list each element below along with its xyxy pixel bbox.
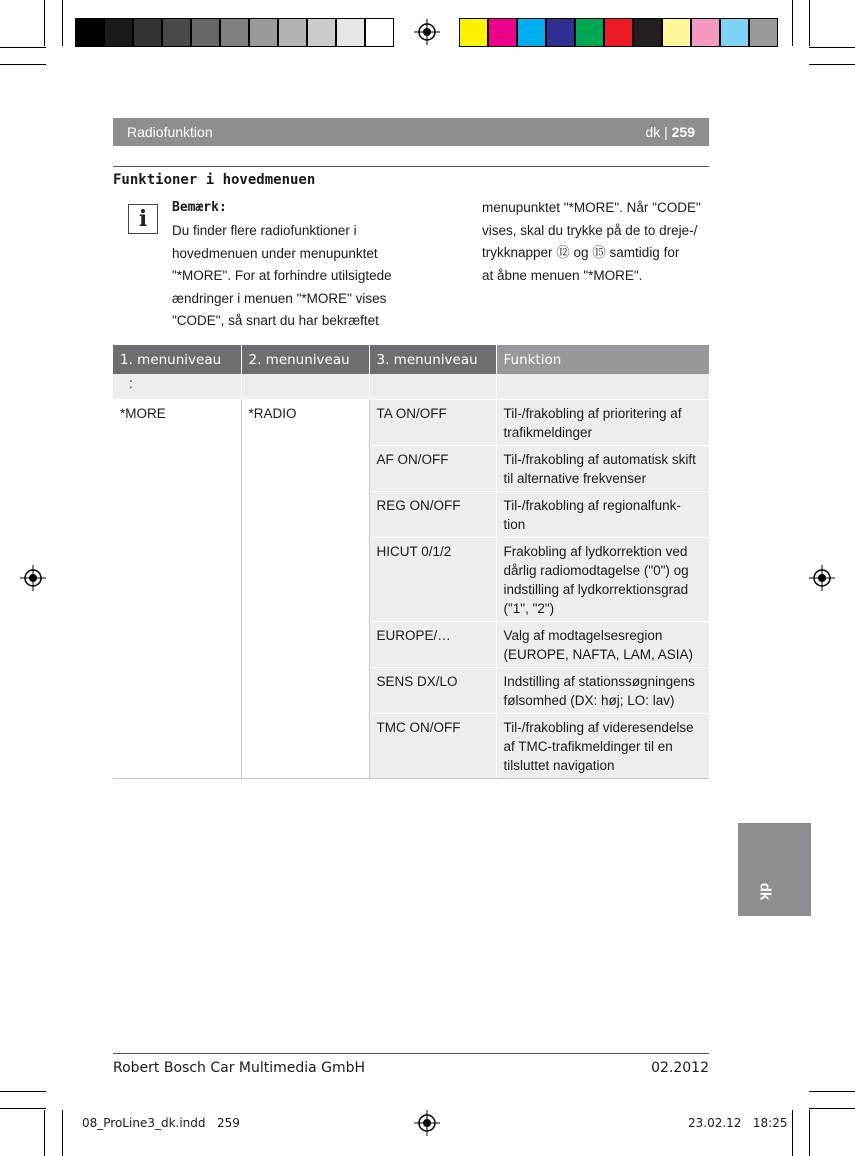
- note-line: hovedmenuen under menupunktet: [172, 245, 378, 261]
- color-swatch: [633, 18, 662, 47]
- color-swatch: [75, 18, 104, 47]
- color-swatch: [691, 18, 720, 47]
- info-icon: i: [128, 204, 158, 234]
- color-swatch: [307, 18, 336, 47]
- table-row: [113, 400, 709, 446]
- color-swatch: [720, 18, 749, 47]
- table-row: [113, 374, 709, 400]
- section-title: Radiofunktion: [127, 124, 213, 140]
- note-line: "*MORE". For at forhindre utilsigtede: [172, 268, 392, 283]
- color-swatch: [517, 18, 546, 47]
- color-swatch: [546, 18, 575, 47]
- footer-date: 02.2012: [651, 1060, 709, 1076]
- note-line: trykknapper ⑫ og ⑮ samtidig for: [482, 245, 680, 260]
- table-header-row: [113, 345, 709, 374]
- cell-function: Til-/frakobling af automatisk skift til alternative frekvenser: [496, 446, 709, 492]
- registration-mark-icon: [809, 565, 835, 591]
- cell-level2: *RADIO: [241, 400, 369, 779]
- note-line: Du finder flere radiofunktioner i: [172, 223, 357, 238]
- color-swatch: [220, 18, 249, 47]
- cell-function: Til-/frakobling af regionalfunk-tion: [496, 492, 709, 538]
- slug-filename: 08_ProLine3_dk.indd 259: [82, 1116, 240, 1130]
- page-number: dk | 259: [645, 124, 695, 140]
- color-swatch: [133, 18, 162, 47]
- cell-level3: TMC ON/OFF: [369, 714, 496, 779]
- language-side-tab: [738, 823, 811, 916]
- registration-mark-icon: [20, 565, 46, 591]
- cell-level3: EUROPE/…: [369, 622, 496, 668]
- cell-function: Til-/frakobling af videresendelse af TMC-trafikmeldinger til en tilsluttet navigation: [496, 714, 709, 779]
- color-swatch: [336, 18, 365, 47]
- color-swatch: [604, 18, 633, 47]
- cell-level3: SENS DX/LO: [369, 668, 496, 714]
- header-function: Funktion: [496, 345, 709, 374]
- table-cell: [496, 374, 709, 400]
- cell-function: Frakobling af lydkorrektion ved dårlig radiomodtagelse ("0") og indstilling af lydkorrektionsgrad ("1", "2"): [496, 538, 709, 622]
- cell-level3: TA ON/OFF: [369, 400, 496, 446]
- note-line: ændringer i menuen "*MORE" vises: [172, 290, 387, 306]
- note-text-column-1: [172, 220, 462, 333]
- note-text-column-2: [482, 197, 712, 287]
- color-swatch: [749, 18, 778, 47]
- section-heading: Funktioner i hovedmenuen: [113, 172, 316, 188]
- note-line: "CODE", så snart du har bekræftet: [172, 313, 379, 328]
- color-swatch: [488, 18, 517, 47]
- cell-level3: AF ON/OFF: [369, 446, 496, 492]
- page-number-value: 259: [671, 124, 695, 140]
- note-line: at åbne menuen "*MORE".: [482, 267, 643, 283]
- side-tab-label: dk: [756, 882, 774, 901]
- header-level2: 2. menuniveau: [241, 345, 369, 374]
- color-swatch: [104, 18, 133, 47]
- language-code: dk: [645, 124, 661, 140]
- cell-function: Til-/frakobling af prioritering af trafikmeldinger: [496, 400, 709, 446]
- table-cell: [369, 374, 496, 400]
- header-level3: 3. menuniveau: [369, 345, 496, 374]
- footer-company: Robert Bosch Car Multimedia GmbH: [113, 1060, 366, 1076]
- color-swatch: [575, 18, 604, 47]
- note-line: menupunktet "*MORE". Når "CODE": [482, 200, 701, 215]
- cell-level1: *MORE: [113, 400, 241, 779]
- slug-timestamp: 23.02.12 18:25: [688, 1116, 788, 1130]
- color-swatch: [278, 18, 307, 47]
- color-swatch: [365, 18, 394, 47]
- color-swatch: [662, 18, 691, 47]
- menu-table: [113, 345, 709, 779]
- page-header: [113, 118, 709, 146]
- cell-level3: HICUT 0/1/2: [369, 538, 496, 622]
- note-line: vises, skal du trykke på de to dreje-/: [482, 222, 698, 238]
- color-swatch: [191, 18, 220, 47]
- footer-rule: [113, 1053, 709, 1054]
- cell-function: Valg af modtagelsesregion (EUROPE, NAFTA, LAM, ASIA): [496, 622, 709, 668]
- color-swatch: [459, 18, 488, 47]
- color-swatch: [249, 18, 278, 47]
- header-rule: [113, 166, 709, 167]
- registration-mark-icon: [414, 1110, 440, 1136]
- table-cell: :: [113, 374, 241, 400]
- table-cell: [241, 374, 369, 400]
- color-swatch: [162, 18, 191, 47]
- cell-level3: REG ON/OFF: [369, 492, 496, 538]
- note-title: Bemærk:: [172, 200, 227, 215]
- registration-mark-icon: [414, 19, 440, 45]
- cell-function: Indstilling af stationssøgningens følsomhed (DX: høj; LO: lav): [496, 668, 709, 714]
- header-level1: 1. menuniveau: [113, 345, 241, 374]
